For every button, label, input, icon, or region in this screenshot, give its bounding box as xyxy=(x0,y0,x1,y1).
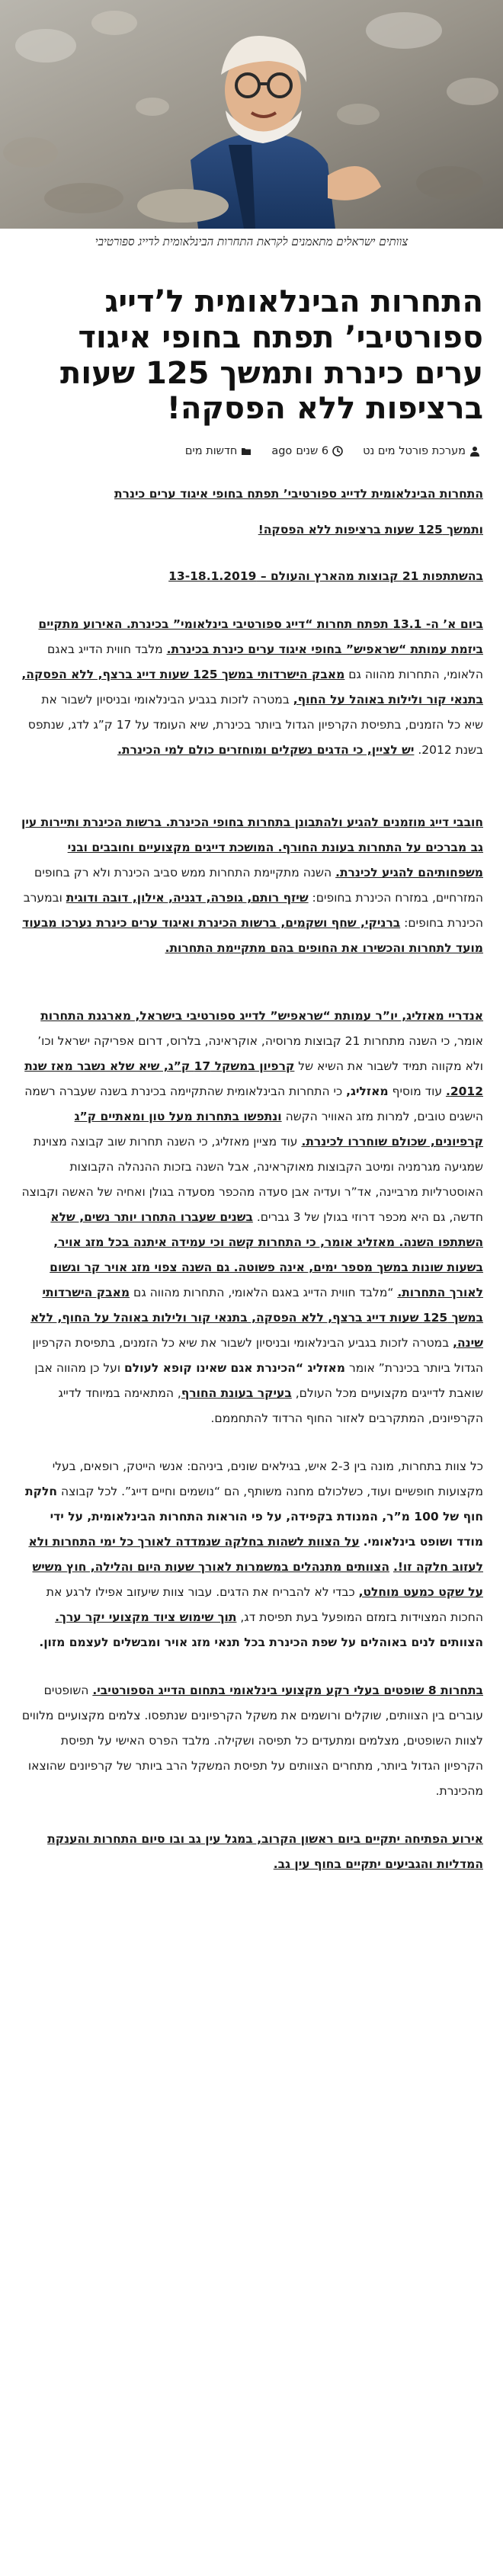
paragraph-3 xyxy=(20,1004,483,1431)
p6-a: אירוע הפתיחה יתקיים ביום ראשון הקרוב, במגל עין גב ובו סיום התחרות והענקת המדליות והגביעים יתקיים בחוף עין גב. xyxy=(47,1832,483,1872)
p3-g: ונתפשו בתחרות מעל טון ומאתיים ק”ג קרפיונים, שכולם שוחררו לכינרת. xyxy=(74,1110,483,1149)
p3-k: מאבק הישרדותי במשך 125 שעות דייג ברצף, ללא הפסקה, בתנאי קור ולילות באוהל על החוף, ללא שינה, xyxy=(30,1286,483,1350)
p1-b: מלבד חווית הדייג באגם הלאומי, התחרות מהווה גם xyxy=(46,642,483,682)
article xyxy=(0,249,503,1877)
p3-o: בעיקר בעונת החורף xyxy=(181,1386,292,1401)
clock-icon xyxy=(332,446,343,457)
p2-d: ובמערב הכינרת בחופים: xyxy=(23,891,483,931)
category-meta[interactable] xyxy=(185,445,252,457)
hero-photo xyxy=(0,0,503,229)
author-meta[interactable] xyxy=(363,445,480,457)
p4-h: תוך שימוש ציוד מקצועי יקר ערך. xyxy=(55,1610,237,1625)
p3-j: “מלבד חווית הדייג באגם הלאומי, התחרות מהווה גם xyxy=(130,1286,398,1300)
p1-e: יש לציין, כי הדגים נשקלים ומוחזרים כולם למי הכינרת. xyxy=(117,743,415,758)
paragraph-1 xyxy=(20,612,483,763)
p2-c: שיזף רותם, גופרה, דגניה, אילון, דובה ודוגית xyxy=(66,891,309,905)
post-age-suffix: ago xyxy=(271,445,293,458)
p4-b: חלקת חוף של 100 מ”ר, המנודת בקפידה, על פי הוראות התחרות הבינלאומית, על ידי מודד ושופט בינלאומי. xyxy=(25,1485,483,1549)
article-body xyxy=(20,482,483,1877)
p3-a: אנדריי מאזליג, יו”ר עמותת “שראפיש” לדייג ספורטיבי בישראל, מארגנת התחרות xyxy=(40,1009,483,1024)
p2-a: חובבי דייג מוזמנים להגיע ולהתבונן בתחרות בחופי הכינרת. ברשות הכינרת ותיירות עין גב מברכים על התחרות בעונת החורף. המושכת דייגים מקצועיים וחובבים ובני משפחותיהם להגיע לכינרת. xyxy=(21,815,483,880)
date-meta xyxy=(271,445,343,457)
folder-icon xyxy=(241,446,252,457)
p3-n: ועל כן מהווה אבן שואבת לדייגים מקצועיים מכל העולם, xyxy=(34,1361,483,1401)
paragraph-4 xyxy=(20,1454,483,1655)
p3-f: כי התחרות הבינלאומית שהתקיימה בכינרת בשנה שעברה רשמה הישגים טובים, למרות מזג האוויר הקשה xyxy=(24,1085,483,1124)
paragraph-6 xyxy=(20,1827,483,1877)
intro-line-3: בהשתתפות 21 קבוצות מהארץ והעולם – 13-18.1.2019 xyxy=(168,569,483,584)
author-name[interactable]: מערכת פורטל מים נט xyxy=(363,445,466,458)
p1-a: ביום א’ ה- 13.1 תפתח תחרות “דייג ספורטיבי בינלאומי” בכינרת. האירוע מתקיים ביזמת עמותת “שראפיש” בחופי איגוד ערים כינרת בכינרת. xyxy=(38,617,483,657)
p1-d: במטרה לזכות בגביע הבינלאומי ובניסיון לשבור את שיא כל הזמנים, בתפיסת הקרפיון הגדול ביותר בכינרת, שיא העומד על 17 ק”ג לדג, שנתפס בשנת 2012. xyxy=(27,693,483,758)
intro-line-1: התחרות הבינלאומית לדייג ספורטיבי’ תפתח בחופי איגוד ערים כינרת xyxy=(114,487,483,501)
p4-d: על הצוות לשהות בחלקה שנמדדה לאורך כל ימי התחרות ולא לעזוב חלקה זו!. xyxy=(28,1535,483,1575)
post-meta xyxy=(20,445,483,457)
p4-f: הצוותים מתנהלים במשמרות לאורך שעות היום והלילה, חוץ משיש על שקט כמעט מוחלט, xyxy=(32,1560,483,1600)
paragraph-2 xyxy=(20,810,483,961)
article-title: התחרות הבינלאומית ל’דייג ספורטיבי’ תפתח בחופי איגוד ערים כינרת ותמשך 125 שעות ברציפות ללא הפסקה! xyxy=(60,284,483,427)
category-name[interactable]: חדשות מים xyxy=(184,445,238,458)
p3-p: , המתאימה במיוחד לדייג הקרפיונים, המתקרבים לאזור החוף הרדוד להתחממם. xyxy=(58,1386,483,1426)
p2-b: השנה מתקיימת התחרות ממש סביב הכינרת ולא רק בחופים המזרחיים, במזרח הכינרת בחופים: xyxy=(34,866,483,905)
p4-a: כל צוות בתחרות, מונה בין 2-3 איש, בגילאים שונים, ביניהם: אנשי הייטק, רופאים, בעלי מקצועות חופשיים ועוד, כשלכולם מחנה משותף, הם “נושמים וחיים דייג”. לכל קבוצה xyxy=(52,1459,483,1499)
p5-b: השופטים עוברים בין הצוותים, שוקלים ורושמים את משקל הקרפיונים שנתפסו. צלמים מקצועיים מלווים לצוות השופטים, מצלמים ומתעדים כל תפיסה ושקילה. מלבד הפרס האישי על תפיסת הקרפיון הגדול ביותר, מתחרים הצוותים על תפיסת המשקל הרב ביותר של קרפיונים שהוצאו מהכינרת. xyxy=(21,1684,483,1799)
post-age: 6 שנים xyxy=(296,445,329,458)
photo-caption: צוותים ישראלים מתאמנים לקראת התחרות הבינלאומית לדייג ספורטיבי xyxy=(95,235,408,248)
p3-d: עוד מוסיף xyxy=(388,1085,446,1099)
p5-a: בתחרות 8 שופטים בעלי רקע מקצועי בינלאומי בתחום הדייג הספורטיבי. xyxy=(92,1684,483,1698)
p3-m: מאזליג “הכינרת אגם שאינו קופא לעולם xyxy=(124,1361,346,1376)
p1-c: מאבק הישרדותי במשך 125 שעות דייג ברצף, ללא הפסקה, בתנאי קור ולילות באוהל על החוף, xyxy=(21,668,483,707)
p3-b: אומר, כי השנה מתחרות 21 קבוצות מרוסיה, אוקראינה, בלרוס, דרום אפריקה ישראל וכו’ ולא מקווה תמיד לשבור את השיא של xyxy=(37,1034,483,1074)
p3-l: במטרה לזכות בגביע הבינלאומי ובניסיון לשבור את שיא כל הזמנים, בתפיסת הקרפיון הגדול ביותר בכינרת” אומר xyxy=(32,1336,483,1376)
p3-c: קרפיון במשקל 17 ק”ג, שיא שלא נשבר מאז שנת 2012. xyxy=(24,1059,483,1099)
user-icon xyxy=(469,446,480,457)
p3-i: בשנים שעברו התחרו יותר נשים, שלא השתתפו השנה. מאזליג אומר, כי התחרות קשה וכי עמידה איתנה בכל מזג אויר, בשעות שונות במשך מספר ימים, אינה פשוטה. גם השנה צפוי מזג אויר קר וגשום לאורך התחרות. xyxy=(50,1210,483,1300)
paragraph-5 xyxy=(20,1678,483,1804)
p4-g: כבדי לא להבריח את הדגים. עבור צוות שיעזוב אפילו לרגע את החכות המצוידות בזמזם המופעל בעת תפיסת דג, xyxy=(46,1585,483,1625)
p3-h: עוד מציין מאזליג, כי השנה תחרות שוב קבוצה מצוינת שמגיעה מגרמניה ומיטב הקבוצות מאוקראינה, אבל השנה בזכות ההנהלה הקבוצות האוסטרליות מרביינה, אד”ר ועדיה אבן סעדה מהכפר מסעדה בגולן ואחיה של האשה וקבוצה חדשה, גם היא מכפר דרוזי בגולן של 3 גברים. xyxy=(21,1135,483,1225)
hero-image xyxy=(0,0,503,229)
p3-e: מאזליג, xyxy=(346,1085,389,1099)
intro-line-2: ותמשך 125 שעות ברציפות ללא הפסקה! xyxy=(258,523,483,537)
p2-e: ברניקי, שחף ושקמים, ברשות הכינרת ואיגוד ערים כינרת נערכו מבעוד מועד לתחרות והכשירו את החופים בהם מתקיימת התחרות. xyxy=(22,916,483,956)
p4-j: הצוותים לנים באוהלים על שפת הכינרת בכל תנאי מזג אויר ומבשלים לעצמם מזון. xyxy=(39,1636,483,1650)
